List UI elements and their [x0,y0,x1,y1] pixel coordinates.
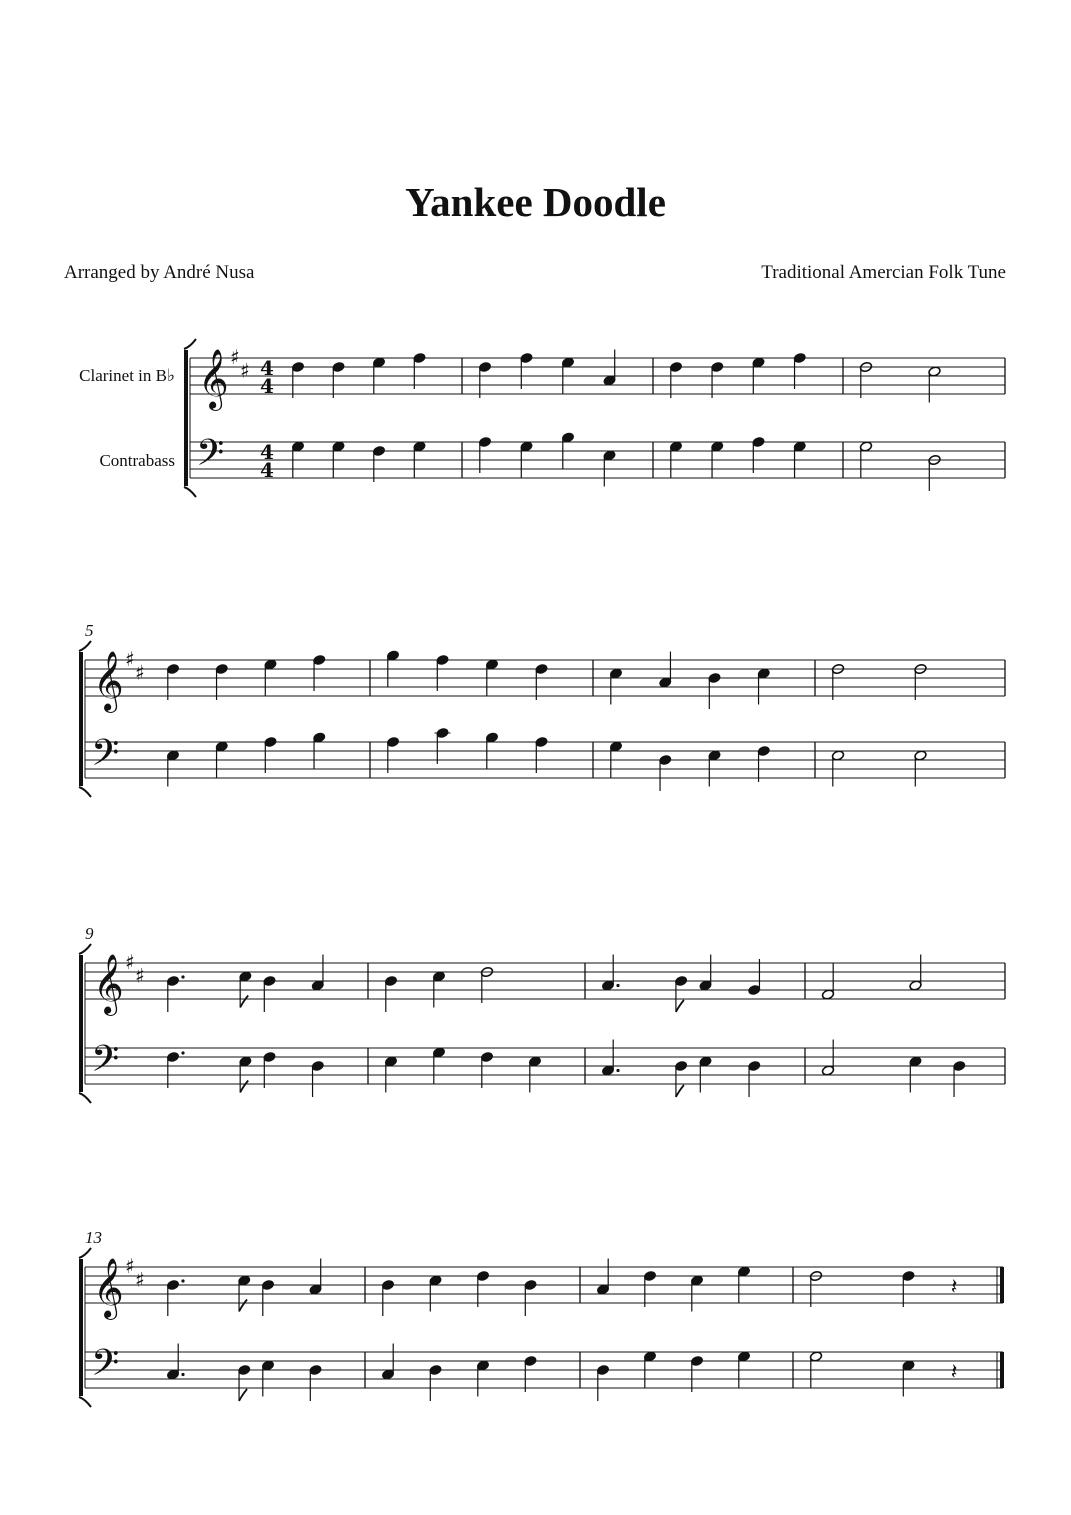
eighth-flag [240,996,248,1008]
bracket-top [184,339,196,349]
measure-number: 9 [85,924,94,943]
measure-number: 5 [85,621,94,640]
sharp-icon: ♯ [240,358,250,383]
eighth-flag [239,1300,247,1312]
bracket-bottom [79,787,91,797]
time-signature-numerator: 4 [260,356,274,380]
treble-clef-icon: 𝄞 [93,651,124,711]
quarter-rest-icon: 𝄽 [950,1275,958,1300]
instrument-label-clarinet: Clarinet in B♭ [79,366,175,385]
treble-clef-icon: 𝄞 [198,349,229,409]
treble-clef-icon: 𝄞 [93,954,124,1014]
bracket-bottom [79,1397,91,1407]
augmentation-dot [181,1051,184,1054]
bass-clef-icon: 𝄢 [91,732,120,783]
composer-credit: Traditional Amercian Folk Tune [761,262,1006,283]
augmentation-dot [181,1373,184,1376]
treble-clef-icon: 𝄞 [93,1258,124,1318]
system [184,339,1005,497]
eighth-flag [676,1085,684,1097]
final-barline-thick [1000,1352,1004,1388]
system [79,641,1005,797]
final-barline-thick [1000,1267,1004,1303]
bracket-top [79,641,91,651]
bass-clef-icon: 𝄢 [91,1342,120,1393]
sharp-icon: ♯ [135,1267,145,1292]
augmentation-dot [616,984,619,987]
sharp-icon: ♯ [125,647,135,671]
sharp-icon: ♯ [125,950,135,974]
eighth-flag [676,1000,684,1012]
instrument-label-contrabass: Contrabass [99,451,175,470]
system [79,944,1005,1103]
sharp-icon: ♯ [135,963,145,988]
sharp-icon: ♯ [125,1254,135,1278]
arranger-credit: Arranged by André Nusa [64,262,255,283]
sharp-icon: ♯ [135,660,145,685]
sharp-icon: ♯ [230,345,240,369]
bracket-top [79,944,91,954]
time-signature-denominator: 4 [260,374,274,398]
eighth-flag [240,1081,248,1093]
augmentation-dot [181,1279,184,1282]
bracket-bottom [79,1093,91,1103]
eighth-flag [239,1389,247,1401]
score-title: Yankee Doodle [405,179,666,225]
quarter-rest-icon: 𝄽 [950,1360,958,1385]
bracket-top [79,1248,91,1258]
system [79,1248,1004,1407]
bass-clef-icon: 𝄢 [196,432,225,483]
bracket-bottom [184,487,196,497]
measure-number: 13 [85,1228,102,1247]
bass-clef-icon: 𝄢 [91,1038,120,1089]
time-signature-denominator: 4 [260,458,274,482]
time-signature-numerator: 4 [260,440,274,464]
augmentation-dot [181,975,184,978]
augmentation-dot [616,1069,619,1072]
